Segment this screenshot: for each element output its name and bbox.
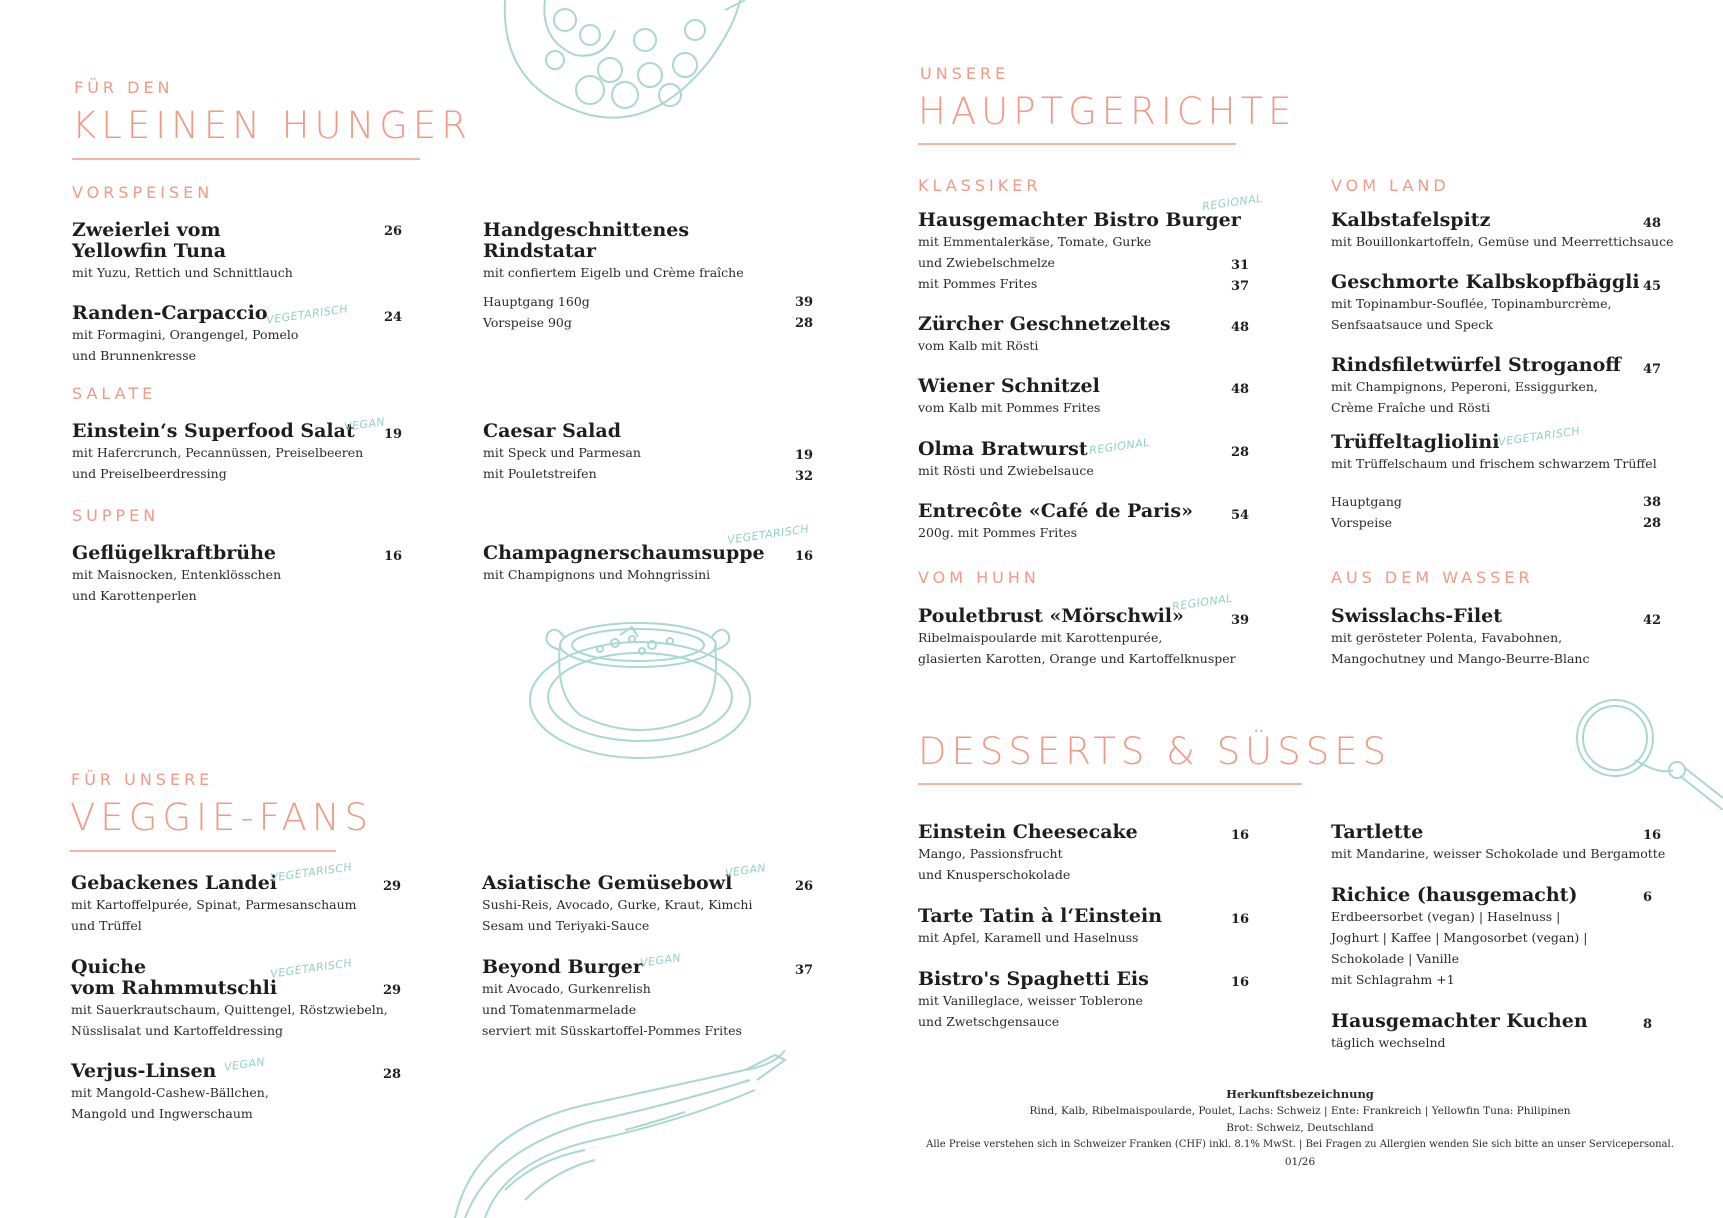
- item-sub-label: Vorspeise 90g: [483, 315, 572, 330]
- item-name: Hausgemachter Bistro Burger: [918, 209, 1241, 231]
- menu-item-caesar-salad: [483, 421, 641, 484]
- menu-item-wiener-schnitzel: [918, 376, 1100, 418]
- menu-item-beyond-burger: [482, 957, 742, 1041]
- menu-item-tarte-tatin: [918, 906, 1162, 948]
- item-price: 48: [1643, 216, 1662, 231]
- item-price: 16: [1231, 828, 1250, 843]
- vegetarian-tag: VEGETARISCH: [1497, 424, 1582, 449]
- item-name: Kalbstafelspitz: [1331, 209, 1491, 231]
- category-klassiker: KLASSIKER: [918, 176, 1042, 195]
- vegan-tag: VEGAN: [724, 861, 767, 880]
- item-price: 19: [384, 427, 403, 442]
- item-price: 26: [384, 224, 403, 239]
- menu-item-cheesecake: [918, 822, 1138, 885]
- item-desc-line2: und Trüffel: [71, 918, 142, 933]
- menu-item-kalbskopfbaeggli: [1331, 272, 1640, 335]
- menu-item-richice: [1331, 885, 1587, 990]
- item-price: 26: [795, 879, 814, 894]
- item-desc-line3: mit Pommes Frites: [918, 276, 1038, 291]
- item-name: Olma Bratwurst: [918, 438, 1088, 460]
- item-price: 29: [383, 879, 402, 894]
- item-sub-label: Hauptgang: [1331, 494, 1402, 509]
- item-name: Richice (hausgemacht): [1331, 884, 1578, 906]
- item-desc: mit Mandarine, weisser Schokolade und Bergamotte: [1331, 846, 1666, 861]
- item-sub-label: Hauptgang 160g: [483, 294, 590, 309]
- item-name: Asiatische Gemüsebowl: [482, 872, 733, 894]
- item-sub-price: 39: [795, 295, 814, 310]
- item-desc-line2: Senfsaatsauce und Speck: [1331, 317, 1493, 332]
- footer-origin-title: Herkunftsbezeichnung: [1226, 1087, 1374, 1101]
- item-desc: mit Champignons und Mohngrissini: [483, 567, 711, 582]
- item-desc-line2: Mangochutney und Mango-Beurre-Blanc: [1331, 651, 1590, 666]
- item-price: 37: [795, 963, 814, 978]
- item-desc-line2: Crème Fraîche und Rösti: [1331, 400, 1491, 415]
- item-price: 42: [1643, 613, 1662, 628]
- item-desc-line4: mit Schlagrahm +1: [1331, 972, 1455, 987]
- item-desc: 200g. mit Pommes Frites: [918, 525, 1078, 540]
- hauptgerichte-title: HAUPTGERICHTE: [918, 90, 1297, 133]
- item-name: Geflügelkraftbrühe: [72, 542, 276, 564]
- category-vom-huhn: VOM HUHN: [918, 568, 1040, 587]
- item-desc: Ribelmaispoularde mit Karottenpurée,: [918, 630, 1163, 645]
- menu-item-rindstatar: [483, 220, 744, 283]
- item-desc-line2: Nüsslisalat und Kartoffeldressing: [71, 1023, 284, 1038]
- item-desc: mit Rösti und Zwiebelsauce: [918, 463, 1094, 478]
- item-desc: mit Formagini, Orangengel, Pomelo: [72, 327, 299, 342]
- item-name: Champagnerschaumsuppe: [483, 542, 765, 564]
- item-name: Einstein Cheesecake: [918, 821, 1138, 843]
- item-name: Quiche: [71, 956, 147, 978]
- category-vom-land: VOM LAND: [1331, 176, 1450, 195]
- menu-item-spaghetti-eis: [918, 969, 1149, 1032]
- zucchini-illustration: [445, 1050, 795, 1218]
- item-sub-price: 38: [1643, 495, 1662, 510]
- item-sub-label: Vorspeise: [1331, 515, 1393, 530]
- footer-origin-line: Rind, Kalb, Ribelmaispoularde, Poulet, Lachs: Schweiz | Ente: Frankreich | Yellowfin Tuna: Philipinen: [1029, 1105, 1571, 1117]
- item-price: 45: [1643, 279, 1662, 294]
- item-name: Hausgemachter Kuchen: [1331, 1010, 1588, 1032]
- item-sub-price: 28: [795, 316, 814, 331]
- item-name: Handgeschnittenes: [483, 219, 690, 241]
- item-name: Randen-Carpaccio: [72, 302, 268, 324]
- item-price: 48: [1231, 382, 1250, 397]
- item-name: Zürcher Geschnetzeltes: [918, 313, 1171, 335]
- item-desc: mit Speck und Parmesan: [483, 445, 641, 460]
- item-desc-line2: und Karottenperlen: [72, 588, 197, 603]
- regional-tag: REGIONAL: [1201, 191, 1264, 214]
- item-price: 19: [795, 448, 814, 463]
- item-desc-line2: und Preiselbeerdressing: [72, 466, 227, 481]
- item-price: 6: [1643, 890, 1653, 905]
- vegan-tag: VEGAN: [223, 1055, 266, 1074]
- item-desc-line3: Schokolade | Vanille: [1331, 951, 1460, 966]
- item-price: 16: [1643, 828, 1662, 843]
- menu-item-kalbstafelspitz: [1331, 210, 1674, 252]
- item-desc: vom Kalb mit Rösti: [918, 338, 1039, 353]
- item-price: 16: [1231, 912, 1250, 927]
- menu-item-gefluegelkraftbruehe: [72, 543, 281, 606]
- item-price: 54: [1231, 508, 1250, 523]
- vegetarian-tag: VEGETARISCH: [726, 522, 811, 547]
- category-aus-dem-wasser: AUS DEM WASSER: [1331, 568, 1534, 587]
- item-name: Zweierlei vom: [72, 219, 221, 241]
- menu-item-zweierlei: [72, 220, 293, 283]
- item-name: Entrecôte «Café de Paris»: [918, 500, 1193, 522]
- menu-item-pouletbrust: [918, 606, 1236, 669]
- menu-item-bistro-burger: [918, 210, 1241, 294]
- ice-cream-scoop-illustration: [1565, 690, 1723, 810]
- item-desc: mit gerösteter Polenta, Favabohnen,: [1331, 630, 1563, 645]
- menu-item-tartlette: [1331, 822, 1665, 864]
- item-desc: mit Hafercrunch, Pecannüssen, Preiselbeeren: [72, 445, 364, 460]
- item-desc-line2: und Knusperschokolade: [918, 867, 1071, 882]
- item-name: Bistro's Spaghetti Eis: [918, 968, 1149, 990]
- desserts-title: DESSERTS & SÜSSES: [918, 730, 1392, 773]
- menu-item-stroganoff: [1331, 355, 1621, 418]
- kleiner-hunger-title: KLEINEN HUNGER: [72, 104, 473, 147]
- regional-tag: REGIONAL: [1171, 591, 1234, 614]
- item-desc: täglich wechselnd: [1331, 1035, 1446, 1050]
- item-desc-line2: und Brunnenkresse: [72, 348, 197, 363]
- item-desc-line2: Joghurt | Kaffee | Mangosorbet (vegan) |: [1331, 930, 1588, 945]
- item-desc: mit Maisnocken, Entenklösschen: [72, 567, 282, 582]
- item-desc: mit Sauerkrautschaum, Quittengel, Röstzwiebeln,: [71, 1002, 388, 1017]
- item-name: Wiener Schnitzel: [918, 375, 1100, 397]
- item-desc-line2: und Zwetschgensauce: [918, 1014, 1060, 1029]
- veggie-rule: [70, 850, 336, 852]
- item-price: 28: [383, 1067, 402, 1082]
- item-desc: Erdbeersorbet (vegan) | Haselnuss |: [1331, 909, 1561, 924]
- regional-tag: REGIONAL: [1088, 435, 1151, 458]
- item-sub-price: 28: [1643, 516, 1662, 531]
- soup-bowl-illustration: [520, 615, 760, 765]
- item-desc: mit Mangold-Cashew-Bällchen,: [71, 1085, 269, 1100]
- item-desc: mit confiertem Eigelb und Crème fraîche: [483, 265, 744, 280]
- menu-item-swisslachs-filet: [1331, 606, 1589, 669]
- item-desc-line2: glasierten Karotten, Orange und Kartoffelknusper: [918, 651, 1236, 666]
- item-desc: Sushi-Reis, Avocado, Gurke, Kraut, Kimchi: [482, 897, 753, 912]
- hauptgerichte-kicker: UNSERE: [920, 64, 1010, 83]
- page-number: 01/26: [1284, 1156, 1316, 1168]
- item-desc-line2: Mangold und Ingwerschaum: [71, 1106, 253, 1121]
- item-desc-line2: und Tomatenmarmelade: [482, 1002, 637, 1017]
- item-name-line2: Yellowfin Tuna: [72, 240, 227, 262]
- footer-price-note: Alle Preise verstehen sich in Schweizer Franken (CHF) inkl. 8.1% MwSt. | Bei Fragen zu Allergien wenden Sie sich bitte an unser Servicepersonal.: [926, 1139, 1674, 1150]
- item-name-line2: Rindstatar: [483, 240, 596, 262]
- item-desc: mit Bouillonkartoffeln, Gemüse und Meerrettichsauce: [1331, 234, 1674, 249]
- item-desc-line3: serviert mit Süsskartoffel-Pommes Frites: [482, 1023, 742, 1038]
- item-name: Tarte Tatin à l‘Einstein: [918, 905, 1163, 927]
- item-price: 16: [795, 549, 814, 564]
- desserts-rule: [918, 783, 1302, 785]
- veggie-kicker: FÜR UNSERE: [71, 770, 214, 789]
- item-name: Rindsfiletwürfel Stroganoff: [1331, 354, 1621, 376]
- item-desc-line2: und Zwiebelschmelze: [918, 255, 1055, 270]
- item-price: 29: [383, 983, 402, 998]
- menu-item-superfood-salat: [72, 421, 363, 484]
- item-name: Pouletbrust «Mörschwil»: [918, 605, 1184, 627]
- item-desc: mit Yuzu, Rettich und Schnittlauch: [72, 265, 293, 280]
- item-desc: Mango, Passionsfrucht: [918, 846, 1063, 861]
- menu-item-randen-carpaccio: [72, 303, 298, 366]
- item-desc: mit Apfel, Karamell und Haselnuss: [918, 930, 1139, 945]
- vegetarian-tag: VEGETARISCH: [269, 860, 354, 885]
- item-desc: vom Kalb mit Pommes Frites: [918, 400, 1101, 415]
- menu-item-hausgemachter-kuchen: [1331, 1011, 1588, 1053]
- item-desc: mit Topinambur-Souflée, Topinamburcrème,: [1331, 296, 1612, 311]
- item-name: Tartlette: [1331, 821, 1424, 843]
- category-salate: SALATE: [72, 384, 157, 403]
- veggie-title: VEGGIE-FANS: [70, 796, 374, 839]
- vegan-tag: VEGAN: [639, 951, 682, 970]
- item-desc: mit Champignons, Peperoni, Essiggurken,: [1331, 379, 1598, 394]
- menu-item-zuercher-geschnetzeltes: [918, 314, 1171, 356]
- menu-item-gebackenes-landei: [71, 873, 357, 936]
- item-price: 31: [1231, 258, 1250, 273]
- hauptgerichte-rule: [918, 143, 1236, 145]
- item-name: Gebackenes Landei: [71, 872, 278, 894]
- category-vorspeisen: VORSPEISEN: [72, 183, 214, 202]
- item-price: 48: [1231, 320, 1250, 335]
- item-desc-line2: Sesam und Teriyaki-Sauce: [482, 918, 650, 933]
- item-name: Trüffeltagliolini: [1331, 431, 1500, 453]
- category-suppen: SUPPEN: [72, 506, 160, 525]
- menu-item-trueffeltagliolini: [1331, 432, 1657, 474]
- item-desc: mit Emmentalerkäse, Tomate, Gurke: [918, 234, 1152, 249]
- item-price: 16: [384, 549, 403, 564]
- kleiner-hunger-rule: [72, 158, 420, 160]
- menu-item-entrecote: [918, 501, 1193, 543]
- item-price: 32: [795, 469, 814, 484]
- item-price: 39: [1231, 613, 1250, 628]
- item-name: Verjus-Linsen: [71, 1060, 217, 1082]
- item-price: 37: [1231, 279, 1250, 294]
- item-desc: mit Vanilleglace, weisser Toblerone: [918, 993, 1143, 1008]
- item-price: 24: [384, 310, 403, 325]
- item-desc: mit Kartoffelpurée, Spinat, Parmesanschaum: [71, 897, 357, 912]
- menu-item-olma-bratwurst: [918, 439, 1094, 481]
- vegetarian-tag: VEGETARISCH: [265, 302, 350, 327]
- vegetarian-tag: VEGETARISCH: [269, 956, 354, 981]
- menu-item-asiatische-gemuesebowl: [482, 873, 752, 936]
- item-name: Caesar Salad: [483, 420, 622, 442]
- kleiner-hunger-kicker: FÜR DEN: [74, 78, 174, 97]
- menu-item-champagnerschaumsuppe: [483, 543, 765, 585]
- item-name: Beyond Burger: [482, 956, 643, 978]
- item-desc: mit Avocado, Gurkenrelish: [482, 981, 651, 996]
- item-price: 16: [1231, 975, 1250, 990]
- item-desc-line2: mit Pouletstreifen: [483, 466, 597, 481]
- footer-bread-line: Brot: Schweiz, Deutschland: [1226, 1122, 1374, 1134]
- item-name: Geschmorte Kalbskopfbäggli: [1331, 271, 1640, 293]
- item-price: 8: [1643, 1017, 1653, 1032]
- item-name: Swisslachs-Filet: [1331, 605, 1502, 627]
- item-desc: mit Trüffelschaum und frischem schwarzem Trüffel: [1331, 456, 1657, 471]
- item-name-line2: vom Rahmmutschli: [71, 977, 278, 999]
- item-price: 47: [1643, 362, 1662, 377]
- item-price: 28: [1231, 445, 1250, 460]
- pomegranate-illustration: [495, 0, 755, 130]
- vegan-tag: VEGAN: [343, 415, 386, 434]
- item-name: Einstein‘s Superfood Salat: [72, 420, 355, 442]
